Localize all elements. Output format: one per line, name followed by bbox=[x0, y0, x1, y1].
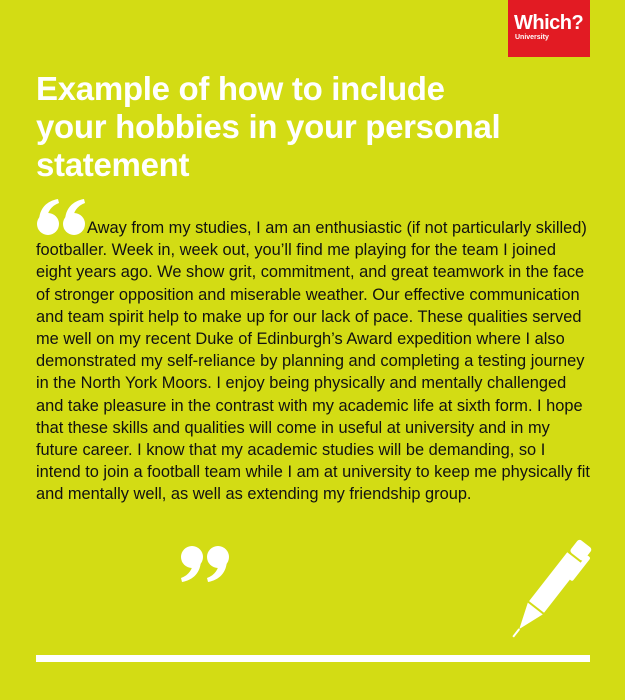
which-university-logo bbox=[508, 0, 590, 57]
close-quote-icon bbox=[180, 545, 232, 583]
logo-subtitle: University bbox=[515, 34, 549, 41]
page-title: Example of how to include your hobbies in your personal statement bbox=[36, 70, 501, 183]
divider-line bbox=[36, 655, 590, 662]
logo-brand: Which? bbox=[514, 12, 584, 34]
personal-statement-text: Away from my studies, I am an enthusiastic (if not particularly skilled) footballer. Week in, week out, you’ll find me playing for the team I joined eight years ago. We show grit, commitment, and great teamwork in the face of stronger opposition and miserable weather. Our effective communication and team spirit help to make up for our lack of pace. These qualities served me well on my recent Duke of Edinburgh’s Award expedition where I also demonstrated my self-reliance by planning and completing a testing journey in the North York Moors. I enjoy being physically and mentally challenged and take pleasure in the contrast with my academic life at sixth form. I hope that these skills and qualities will come in useful at university and in my future career. I know that my academic studies will be demanding, so I intend to join a football team while I am at university to keep me physically fit and mentally well, as well as extending my friendship group. bbox=[36, 219, 590, 504]
pen-icon bbox=[496, 534, 596, 654]
